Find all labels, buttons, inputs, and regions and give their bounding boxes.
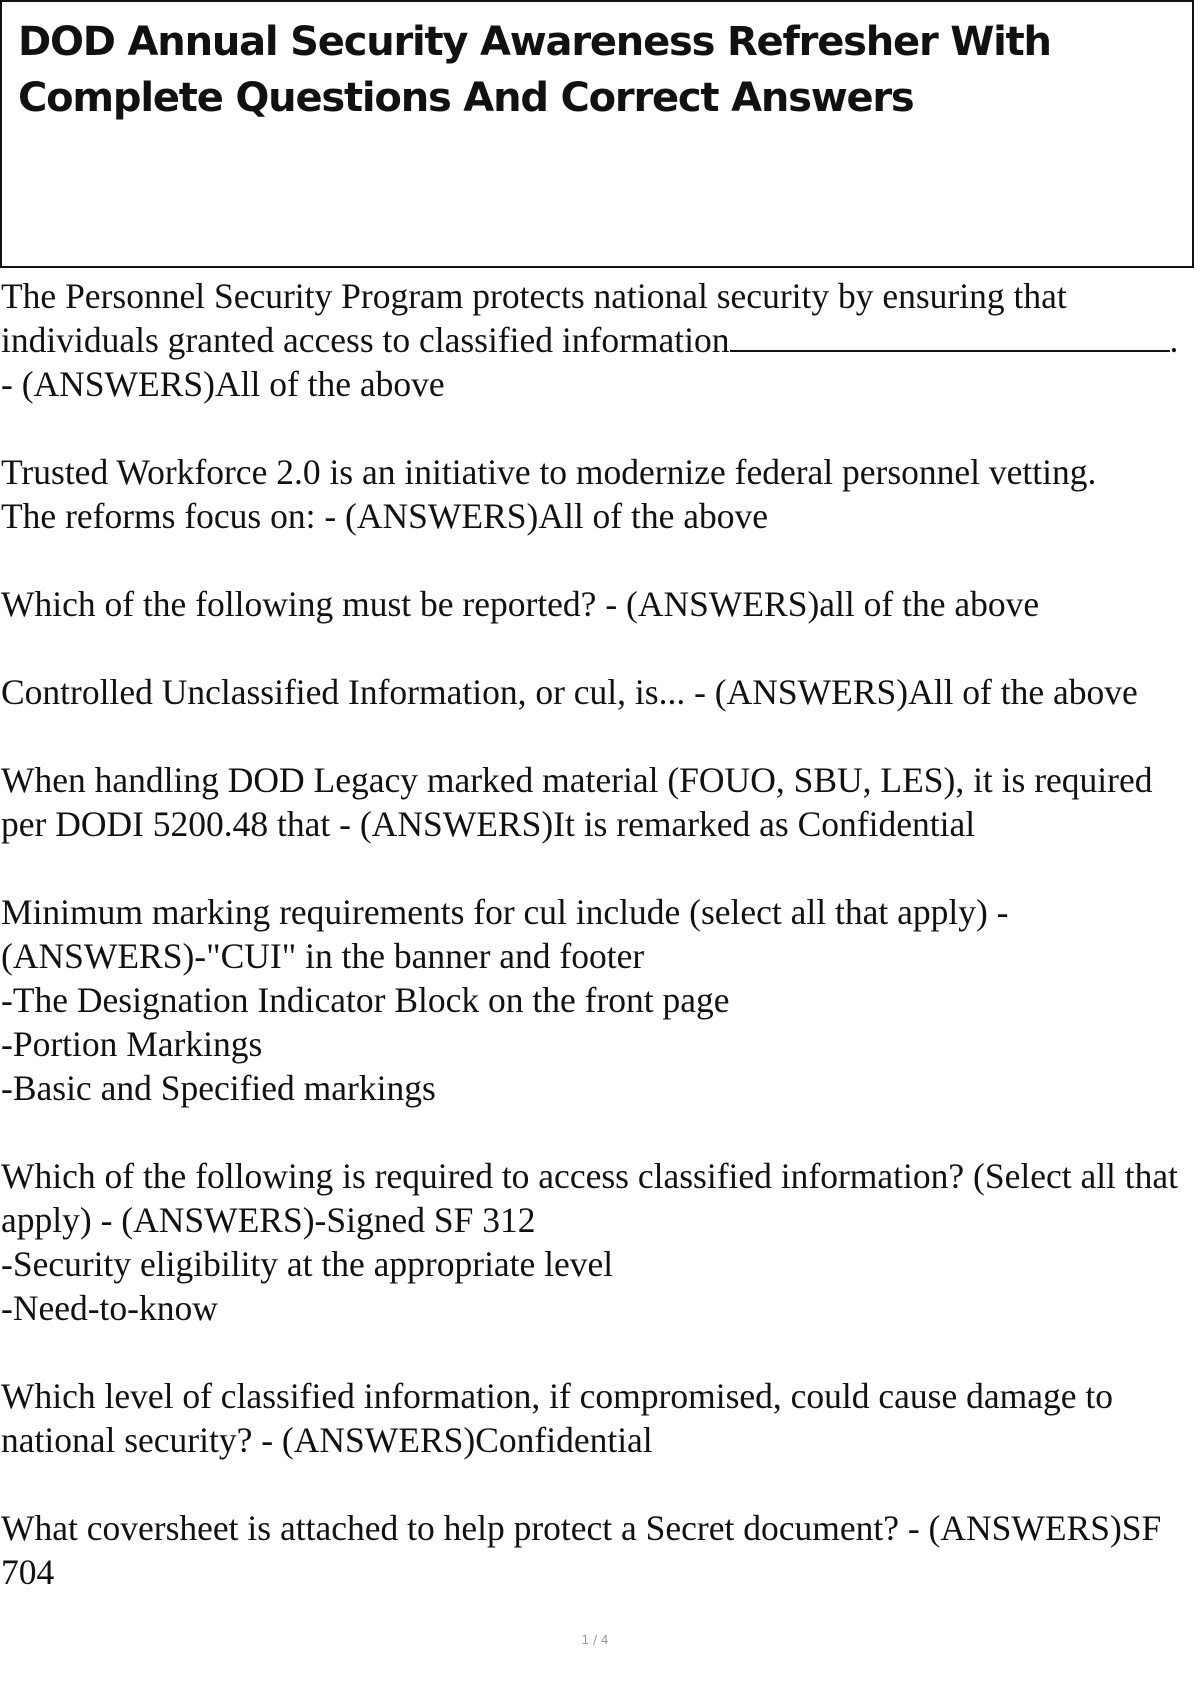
document-title: DOD Annual Security Awareness Refresher With Complete Questions And Correct Answers	[18, 19, 1051, 121]
question-2: Trusted Workforce 2.0 is an initiative to modernize federal personnel vetting. The reforms focus on: - (ANSWERS)All of the above	[1, 452, 1097, 536]
page-number: 1 / 4	[581, 1633, 609, 1647]
question-list	[1, 274, 1196, 1638]
question-6: Minimum marking requirements for cul include (select all that apply) - (ANSWERS)-"CUI" in the banner and footer -The Designation Indicator Block on the front page -Portion Markings -Basic and Specified markings	[1, 892, 1009, 1108]
question-3: Which of the following must be reported? - (ANSWERS)all of the above	[1, 584, 1040, 624]
question-9: What coversheet is attached to help protect a Secret document? - (ANSWERS)SF 704	[1, 1508, 1171, 1592]
question-4: Controlled Unclassified Information, or cul, is... - (ANSWERS)All of the above	[1, 672, 1138, 712]
question-1	[1, 274, 1196, 406]
question-1-text: The Personnel Security Program protects national security by ensuring that individuals granted access to classified information	[1, 276, 1076, 360]
fill-in-blank	[730, 324, 1170, 352]
question-5: When handling DOD Legacy marked material (FOUO, SBU, LES), it is required per DODI 5200.48 that - (ANSWERS)It is remarked as Confidential	[1, 760, 1162, 844]
question-1-answer: . - (ANSWERS)All of the above	[1, 320, 1188, 404]
question-8: Which level of classified information, if compromised, could cause damage to national security? - (ANSWERS)Confidential	[1, 1376, 1122, 1460]
title-box	[0, 0, 1194, 268]
question-7: Which of the following is required to access classified information? (Select all that apply) - (ANSWERS)-Signed SF 312 -Security eligibility at the appropriate level -Need-to-know	[1, 1156, 1179, 1328]
